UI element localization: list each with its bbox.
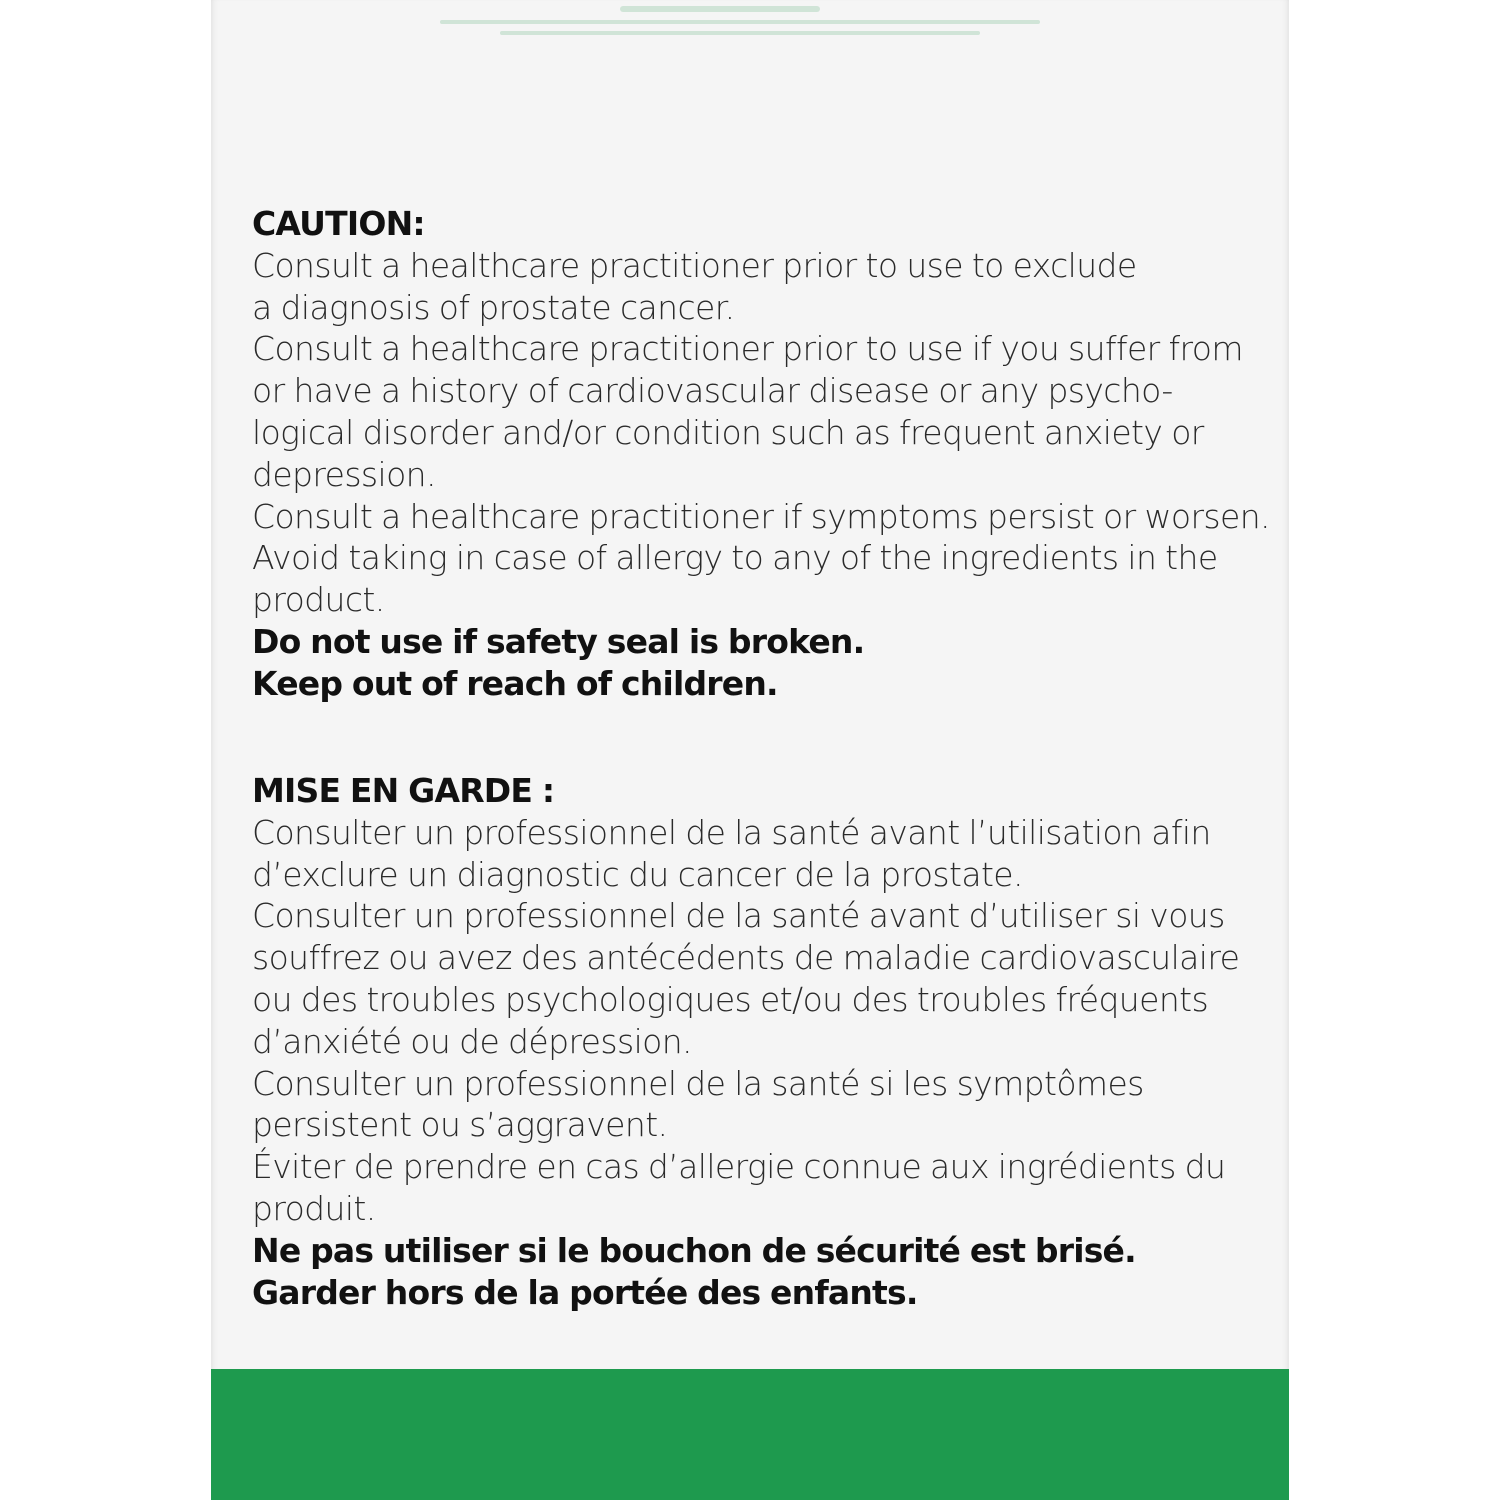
caution-heading-french: MISE EN GARDE : [252, 771, 555, 810]
caution-line: ou des troubles psychologiques et/ou des troubles fréquents [252, 979, 1209, 1019]
safety-seal-warning-french: Ne pas utiliser si le bouchon de sécurité est brisé. [252, 1230, 1136, 1270]
caution-english [252, 203, 1272, 705]
caution-french [252, 770, 1272, 1313]
caution-line: d’anxiété ou de dépression. [252, 1021, 692, 1061]
caution-line: logical disorder and/or condition such as frequent anxiety or [252, 412, 1204, 452]
caution-heading-english: CAUTION: [252, 204, 425, 243]
green-bottom-band [211, 1369, 1289, 1500]
children-warning-english: Keep out of reach of children. [252, 663, 778, 703]
caution-line: Consulter un professionnel de la santé avant l’utilisation afin [252, 812, 1211, 852]
safety-seal-warning-english: Do not use if safety seal is broken. [252, 621, 865, 661]
caution-line: or have a history of cardiovascular disease or any psycho- [252, 371, 1173, 411]
caution-line: Consult a healthcare practitioner prior to use if you suffer from [252, 329, 1243, 369]
faint-printed-text-top [380, 0, 1080, 40]
caution-line: persistent ou s’aggravent. [252, 1105, 668, 1145]
children-warning-french: Garder hors de la portée des enfants. [252, 1272, 918, 1312]
caution-line: Consulter un professionnel de la santé avant d’utiliser si vous [252, 896, 1225, 936]
caution-line: souffrez ou avez des antécédents de maladie cardiovasculaire [252, 938, 1240, 978]
caution-line: product. [252, 580, 385, 620]
caution-line: a diagnosis of prostate cancer. [252, 287, 735, 327]
caution-line: Avoid taking in case of allergy to any of the ingredients in the [252, 538, 1218, 578]
caution-line: d’exclure un diagnostic du cancer de la prostate. [252, 854, 1023, 894]
caution-line: produit. [252, 1188, 376, 1228]
caution-line: Consulter un professionnel de la santé si les symptômes [252, 1063, 1144, 1103]
caution-line: Éviter de prendre en cas d’allergie connue aux ingrédients du [252, 1147, 1226, 1187]
caution-line: depression. [252, 454, 436, 494]
caution-line: Consult a healthcare practitioner prior to use to exclude [252, 245, 1137, 285]
caution-line: Consult a healthcare practitioner if symptoms persist or worsen. [252, 496, 1270, 536]
